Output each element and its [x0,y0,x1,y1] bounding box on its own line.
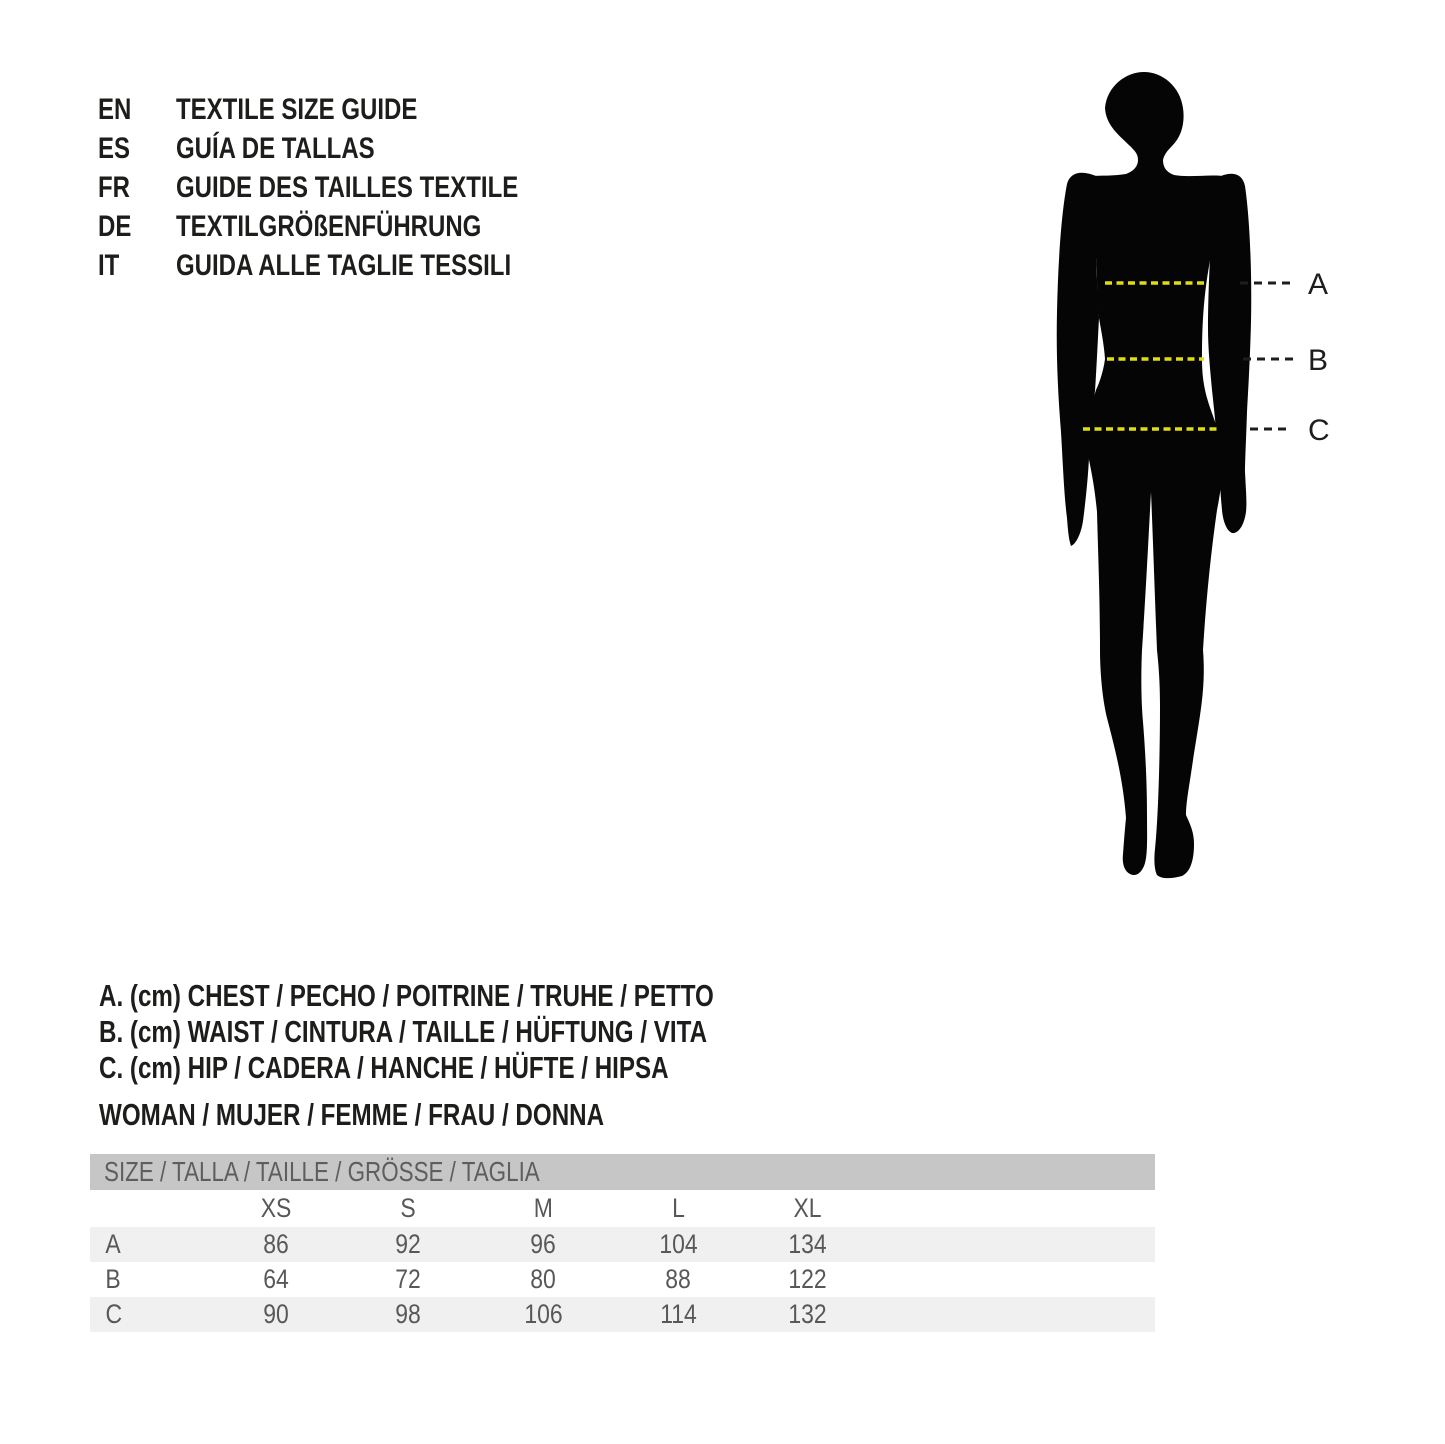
legend-line-chest: A. (cm) CHEST / PECHO / POITRINE / TRUHE / PETTO [99,978,714,1013]
waist-value-l: 88 [665,1264,692,1294]
language-row-en [98,90,604,129]
size-column-s: S [400,1193,417,1223]
language-code: FR [98,171,130,204]
waist-value-m: 80 [530,1264,557,1294]
left-arm [1057,173,1099,546]
language-code: ES [98,132,131,165]
chest-line-label: A [1308,268,1329,301]
guide-title: GUIDA ALLE TAGLIE TESSILI [176,249,512,282]
hip-value-s: 98 [395,1299,422,1329]
table-row-waist: B 64 72 80 88 122 [90,1262,1155,1297]
legend-line-hip: C. (cm) HIP / CADERA / HANCHE / HÜFTE / HIPSA [99,1050,669,1085]
hip-value-m: 106 [524,1299,563,1329]
size-table-header: SIZE / TALLA / TAILLE / GRÖSSE / TAGLIA [90,1154,1155,1190]
size-column-xl: XL [793,1193,822,1223]
chest-value-s: 92 [395,1229,422,1259]
language-code: IT [98,249,120,282]
guide-title: GUIDE DES TAILLES TEXTILE [176,171,519,204]
language-row-it [98,246,604,285]
size-column-xs: XS [261,1193,292,1223]
language-row-de [98,207,604,246]
gender-heading: WOMAN / MUJER / FEMME / FRAU / DONNA [99,1097,605,1132]
waist-value-s: 72 [395,1264,422,1294]
guide-title: TEXTILE SIZE GUIDE [176,93,418,126]
language-row-es [98,129,604,168]
size-column-l: L [672,1193,685,1223]
woman-silhouette-graphic [1000,60,1345,890]
waist-value-xl: 122 [788,1264,827,1294]
guide-title: TEXTILGRÖßENFÜHRUNG [176,210,482,243]
legend-line-waist: B. (cm) WAIST / CINTURA / TAILLE / HÜFTUNG / VITA [99,1014,708,1049]
size-columns-row [90,1190,1155,1227]
size-table [90,1154,1155,1332]
size-column-m: M [533,1193,554,1223]
table-row-hip: C 90 98 106 114 132 [90,1297,1155,1332]
language-row-fr [98,168,604,207]
chest-value-m: 96 [530,1229,557,1259]
chest-value-xs: 86 [263,1229,290,1259]
waist-value-xs: 64 [263,1264,290,1294]
hip-line-label: C [1308,414,1330,447]
hip-value-xl: 132 [788,1299,827,1329]
hip-value-l: 114 [660,1299,697,1329]
language-code: EN [98,93,132,126]
chest-value-xl: 134 [788,1229,827,1259]
waist-line-label: B [1308,344,1329,377]
language-code: DE [98,210,132,243]
hip-value-xs: 90 [263,1299,290,1329]
measurement-legend [99,978,887,1086]
measurement-figure [1000,60,1345,890]
table-row-chest: A 86 92 96 104 134 [90,1227,1155,1262]
chest-value-l: 104 [659,1229,698,1259]
guide-title: GUÍA DE TALLAS [176,132,375,165]
language-title-list [98,90,604,285]
